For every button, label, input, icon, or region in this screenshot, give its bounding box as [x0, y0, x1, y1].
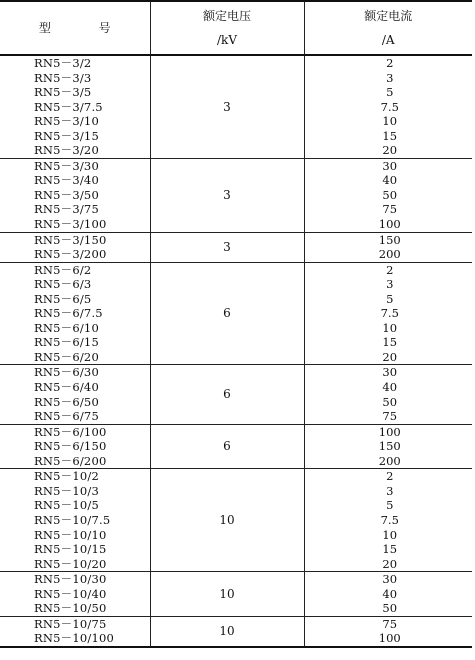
current-cell: 200 [304, 247, 472, 262]
current-cell: 75 [382, 202, 398, 217]
model-cell: RN5－6/200 [0, 454, 150, 469]
voltage-cell: 3 [150, 158, 304, 232]
model-cell: RN5－10/7.5 [0, 513, 150, 528]
model-cell: RN5－3/20 [0, 143, 150, 158]
current-cell: 50 [382, 187, 398, 202]
model-cell: RN5－10/30 [0, 572, 150, 587]
model-cell: RN5－6/15 [0, 335, 150, 350]
current-cell: 30 [382, 365, 398, 380]
header-voltage-unit: /kV [217, 33, 237, 47]
table-row [0, 424, 472, 439]
model-cell: RN5－10/3 [0, 484, 150, 499]
model-cell: RN5－10/2 [0, 469, 150, 484]
table-row [0, 469, 472, 484]
model-cell: RN5－6/150 [0, 439, 150, 454]
voltage-cell: 6 [150, 365, 304, 424]
current-cell: 30 [382, 572, 398, 587]
current-cell: 30 [382, 158, 398, 173]
current-cell: 7.5 [380, 512, 399, 527]
current-cell: 2 [386, 262, 394, 277]
current-cell: 7.5 [380, 306, 399, 321]
current-cell: 10 [382, 320, 398, 335]
current-cell: 20 [304, 557, 472, 572]
current-cell: 15 [382, 335, 398, 350]
model-cell: RN5－10/40 [0, 587, 150, 602]
table-row [0, 365, 472, 380]
current-cell: 10 [382, 527, 398, 542]
model-cell: RN5－6/5 [0, 292, 150, 307]
model-cell: RN5－3/10 [0, 114, 150, 129]
model-cell: RN5－3/15 [0, 129, 150, 144]
voltage-cell: 10 [150, 469, 304, 572]
current-cell: 75 [382, 616, 398, 631]
voltage-cell: 3 [150, 55, 304, 158]
model-cell: RN5－10/50 [0, 601, 150, 616]
model-cell: RN5－10/100 [0, 631, 150, 647]
current-cell: 20 [304, 350, 472, 365]
model-cell: RN5－6/2 [0, 262, 150, 277]
current-cell: 50 [382, 394, 398, 409]
model-cell: RN5－6/30 [0, 365, 150, 380]
model-cell: RN5－3/7.5 [0, 100, 150, 115]
header-model [0, 1, 150, 55]
model-cell: RN5－10/20 [0, 557, 150, 572]
current-cell: 2 [386, 469, 394, 484]
model-cell: RN5－6/100 [0, 424, 150, 439]
header-current-unit: /A [381, 33, 395, 47]
table-body [0, 55, 472, 647]
current-cell: 3 [386, 483, 394, 498]
voltage-cell: 3 [150, 232, 304, 262]
current-cell: 3 [386, 277, 394, 292]
model-cell: RN5－6/50 [0, 395, 150, 410]
current-cell: 150 [378, 439, 401, 454]
table-row [0, 616, 472, 631]
voltage-cell: 10 [150, 572, 304, 617]
model-cell: RN5－3/40 [0, 173, 150, 188]
current-cell: 100 [304, 217, 472, 232]
table-row [0, 232, 472, 247]
model-cell: RN5－3/75 [0, 202, 150, 217]
current-cell: 40 [382, 380, 398, 395]
model-cell: RN5－10/75 [0, 616, 150, 631]
voltage-cell: 6 [150, 424, 304, 469]
current-cell: 40 [382, 586, 398, 601]
table-header [0, 1, 472, 55]
table-row [0, 572, 472, 587]
current-cell: 5 [386, 498, 394, 513]
current-cell: 15 [382, 542, 398, 557]
model-cell: RN5－3/30 [0, 158, 150, 173]
model-cell: RN5－6/7.5 [0, 306, 150, 321]
model-cell: RN5－3/100 [0, 217, 150, 232]
current-cell: 5 [386, 291, 394, 306]
model-cell: RN5－3/3 [0, 71, 150, 86]
current-cell: 200 [304, 454, 472, 469]
model-cell: RN5－6/3 [0, 277, 150, 292]
voltage-cell: 10 [150, 616, 304, 647]
current-cell: 20 [304, 143, 472, 158]
model-cell: RN5－3/150 [0, 232, 150, 247]
header-current [304, 1, 472, 55]
model-cell: RN5－6/40 [0, 380, 150, 395]
table-row [0, 55, 472, 71]
header-current-label: 额定电流 [364, 9, 413, 23]
model-cell: RN5－3/2 [0, 55, 150, 71]
voltage-cell: 6 [150, 262, 304, 365]
table-row [0, 262, 472, 277]
model-cell: RN5－6/10 [0, 321, 150, 336]
current-cell: 15 [382, 128, 398, 143]
model-cell: RN5－3/200 [0, 247, 150, 262]
model-cell: RN5－3/50 [0, 188, 150, 203]
current-cell: 50 [304, 601, 472, 616]
current-cell: 75 [304, 409, 472, 424]
header-voltage [150, 1, 304, 55]
table-row [0, 158, 472, 173]
header-model-label: 型 号 [38, 21, 133, 35]
current-cell: 40 [382, 173, 398, 188]
current-cell: 2 [386, 56, 394, 70]
current-cell: 100 [378, 424, 401, 439]
model-cell: RN5－10/10 [0, 528, 150, 543]
model-cell: RN5－6/75 [0, 409, 150, 424]
current-cell: 5 [386, 85, 394, 100]
current-cell: 10 [382, 114, 398, 129]
current-cell: 100 [304, 631, 472, 647]
current-cell: 150 [378, 232, 401, 247]
model-cell: RN5－10/5 [0, 498, 150, 513]
current-cell: 3 [386, 70, 394, 85]
current-cell: 7.5 [380, 99, 399, 114]
header-row [0, 1, 472, 55]
model-cell: RN5－10/15 [0, 542, 150, 557]
model-cell: RN5－3/5 [0, 85, 150, 100]
model-cell: RN5－6/20 [0, 350, 150, 365]
header-voltage-label: 额定电压 [202, 9, 251, 23]
